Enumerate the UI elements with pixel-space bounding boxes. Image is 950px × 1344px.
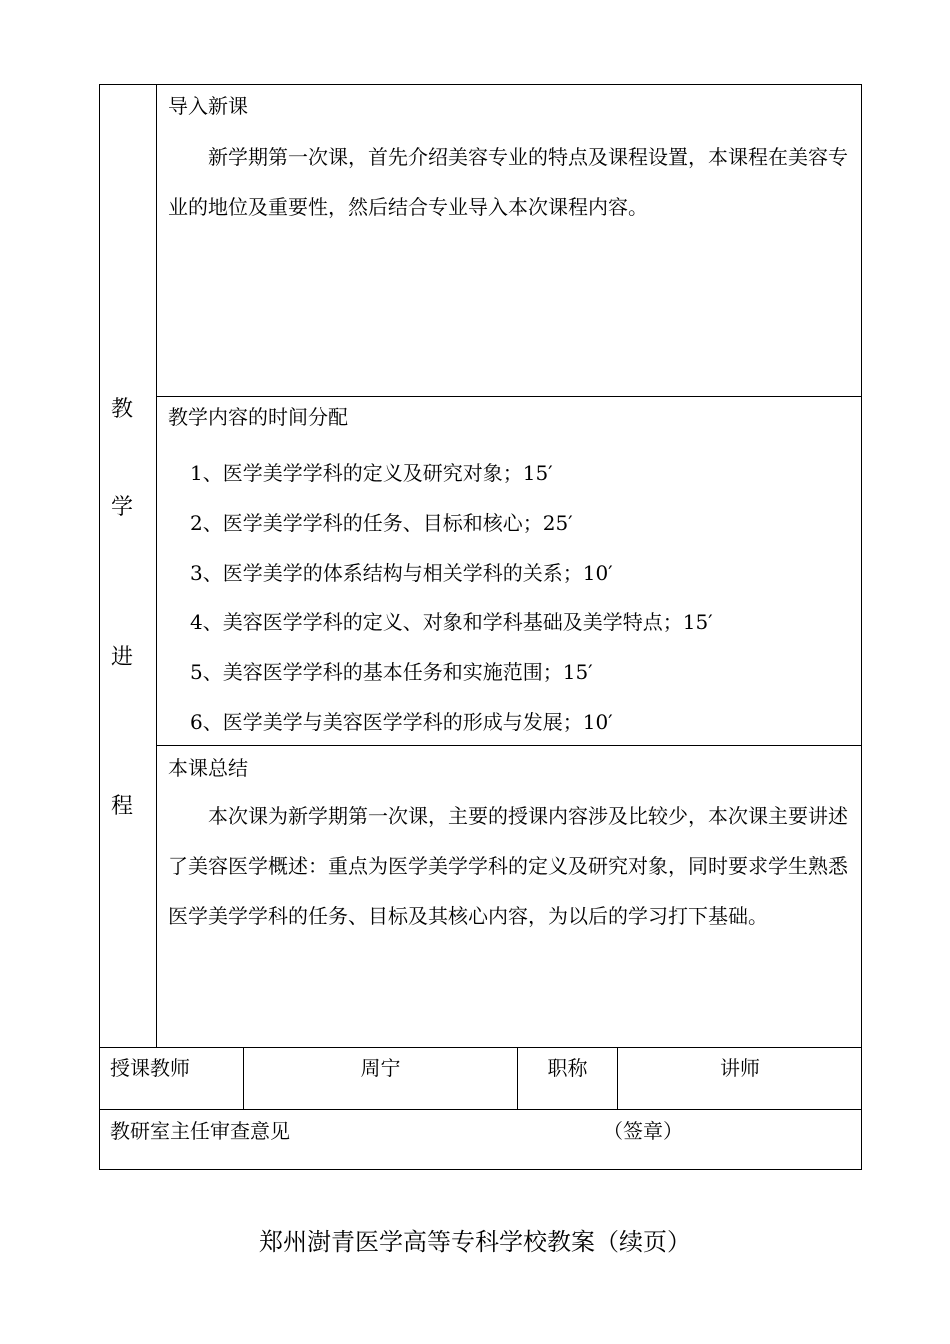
time-allocation-item: 3、医学美学的体系结构与相关学科的关系；10′ xyxy=(190,561,613,585)
time-allocation-item: 5、美容医学学科的基本任务和实施范围；15′ xyxy=(190,660,593,684)
page-footer-title: 郑州澍青医学高等专科学校教案（续页） xyxy=(259,1228,691,1256)
intro-body: 新学期第一次课，首先介绍美容专业的特点及课程设置，本课程在美容专业的地位及重要性，然后结合专业导入本次课程内容。 xyxy=(168,145,848,219)
intro-heading: 导入新课 xyxy=(168,94,248,118)
title-value: 讲师 xyxy=(720,1056,760,1080)
time-allocation-item: 6、医学美学与美容医学学科的形成与发展；10′ xyxy=(190,710,613,734)
summary-heading: 本课总结 xyxy=(168,756,248,780)
summary-body: 本次课为新学期第一次课，主要的授课内容涉及比较少，本次课主要讲述了美容医学概述：重点为医学美学学科的定义及研究对象，同时要求学生熟悉医学美学学科的任务、目标及其核心内容，为以后的学习打下基础。 xyxy=(168,804,848,928)
review-row-top xyxy=(99,1109,862,1110)
side-label-char-4: 程 xyxy=(110,794,133,819)
time-allocation-heading: 教学内容的时间分配 xyxy=(168,405,348,429)
time-allocation-item: 1、医学美学学科的定义及研究对象；15′ xyxy=(190,461,553,485)
side-label-char-3: 进 xyxy=(110,645,133,670)
side-label-char-2: 学 xyxy=(110,495,133,520)
seal-label: （签章） xyxy=(603,1119,683,1143)
time-allocation-item: 4、美容医学学科的定义、对象和学科基础及美学特点；15′ xyxy=(190,610,713,634)
teacher-col-divider-3 xyxy=(617,1047,618,1109)
title-label: 职称 xyxy=(547,1056,588,1080)
teacher-col-divider-2 xyxy=(517,1047,518,1109)
teacher-label: 授课教师 xyxy=(110,1056,190,1080)
teacher-row-top xyxy=(99,1047,862,1048)
time-divider xyxy=(156,745,862,746)
time-allocation-item: 2、医学美学学科的任务、目标和核心；25′ xyxy=(190,511,573,535)
intro-divider xyxy=(156,396,862,397)
side-label-char-1: 教 xyxy=(110,397,133,422)
side-column-divider xyxy=(156,84,157,1047)
teacher-name: 周宁 xyxy=(360,1056,401,1080)
review-label: 教研室主任审查意见 xyxy=(110,1119,290,1143)
teacher-col-divider-1 xyxy=(243,1047,244,1109)
